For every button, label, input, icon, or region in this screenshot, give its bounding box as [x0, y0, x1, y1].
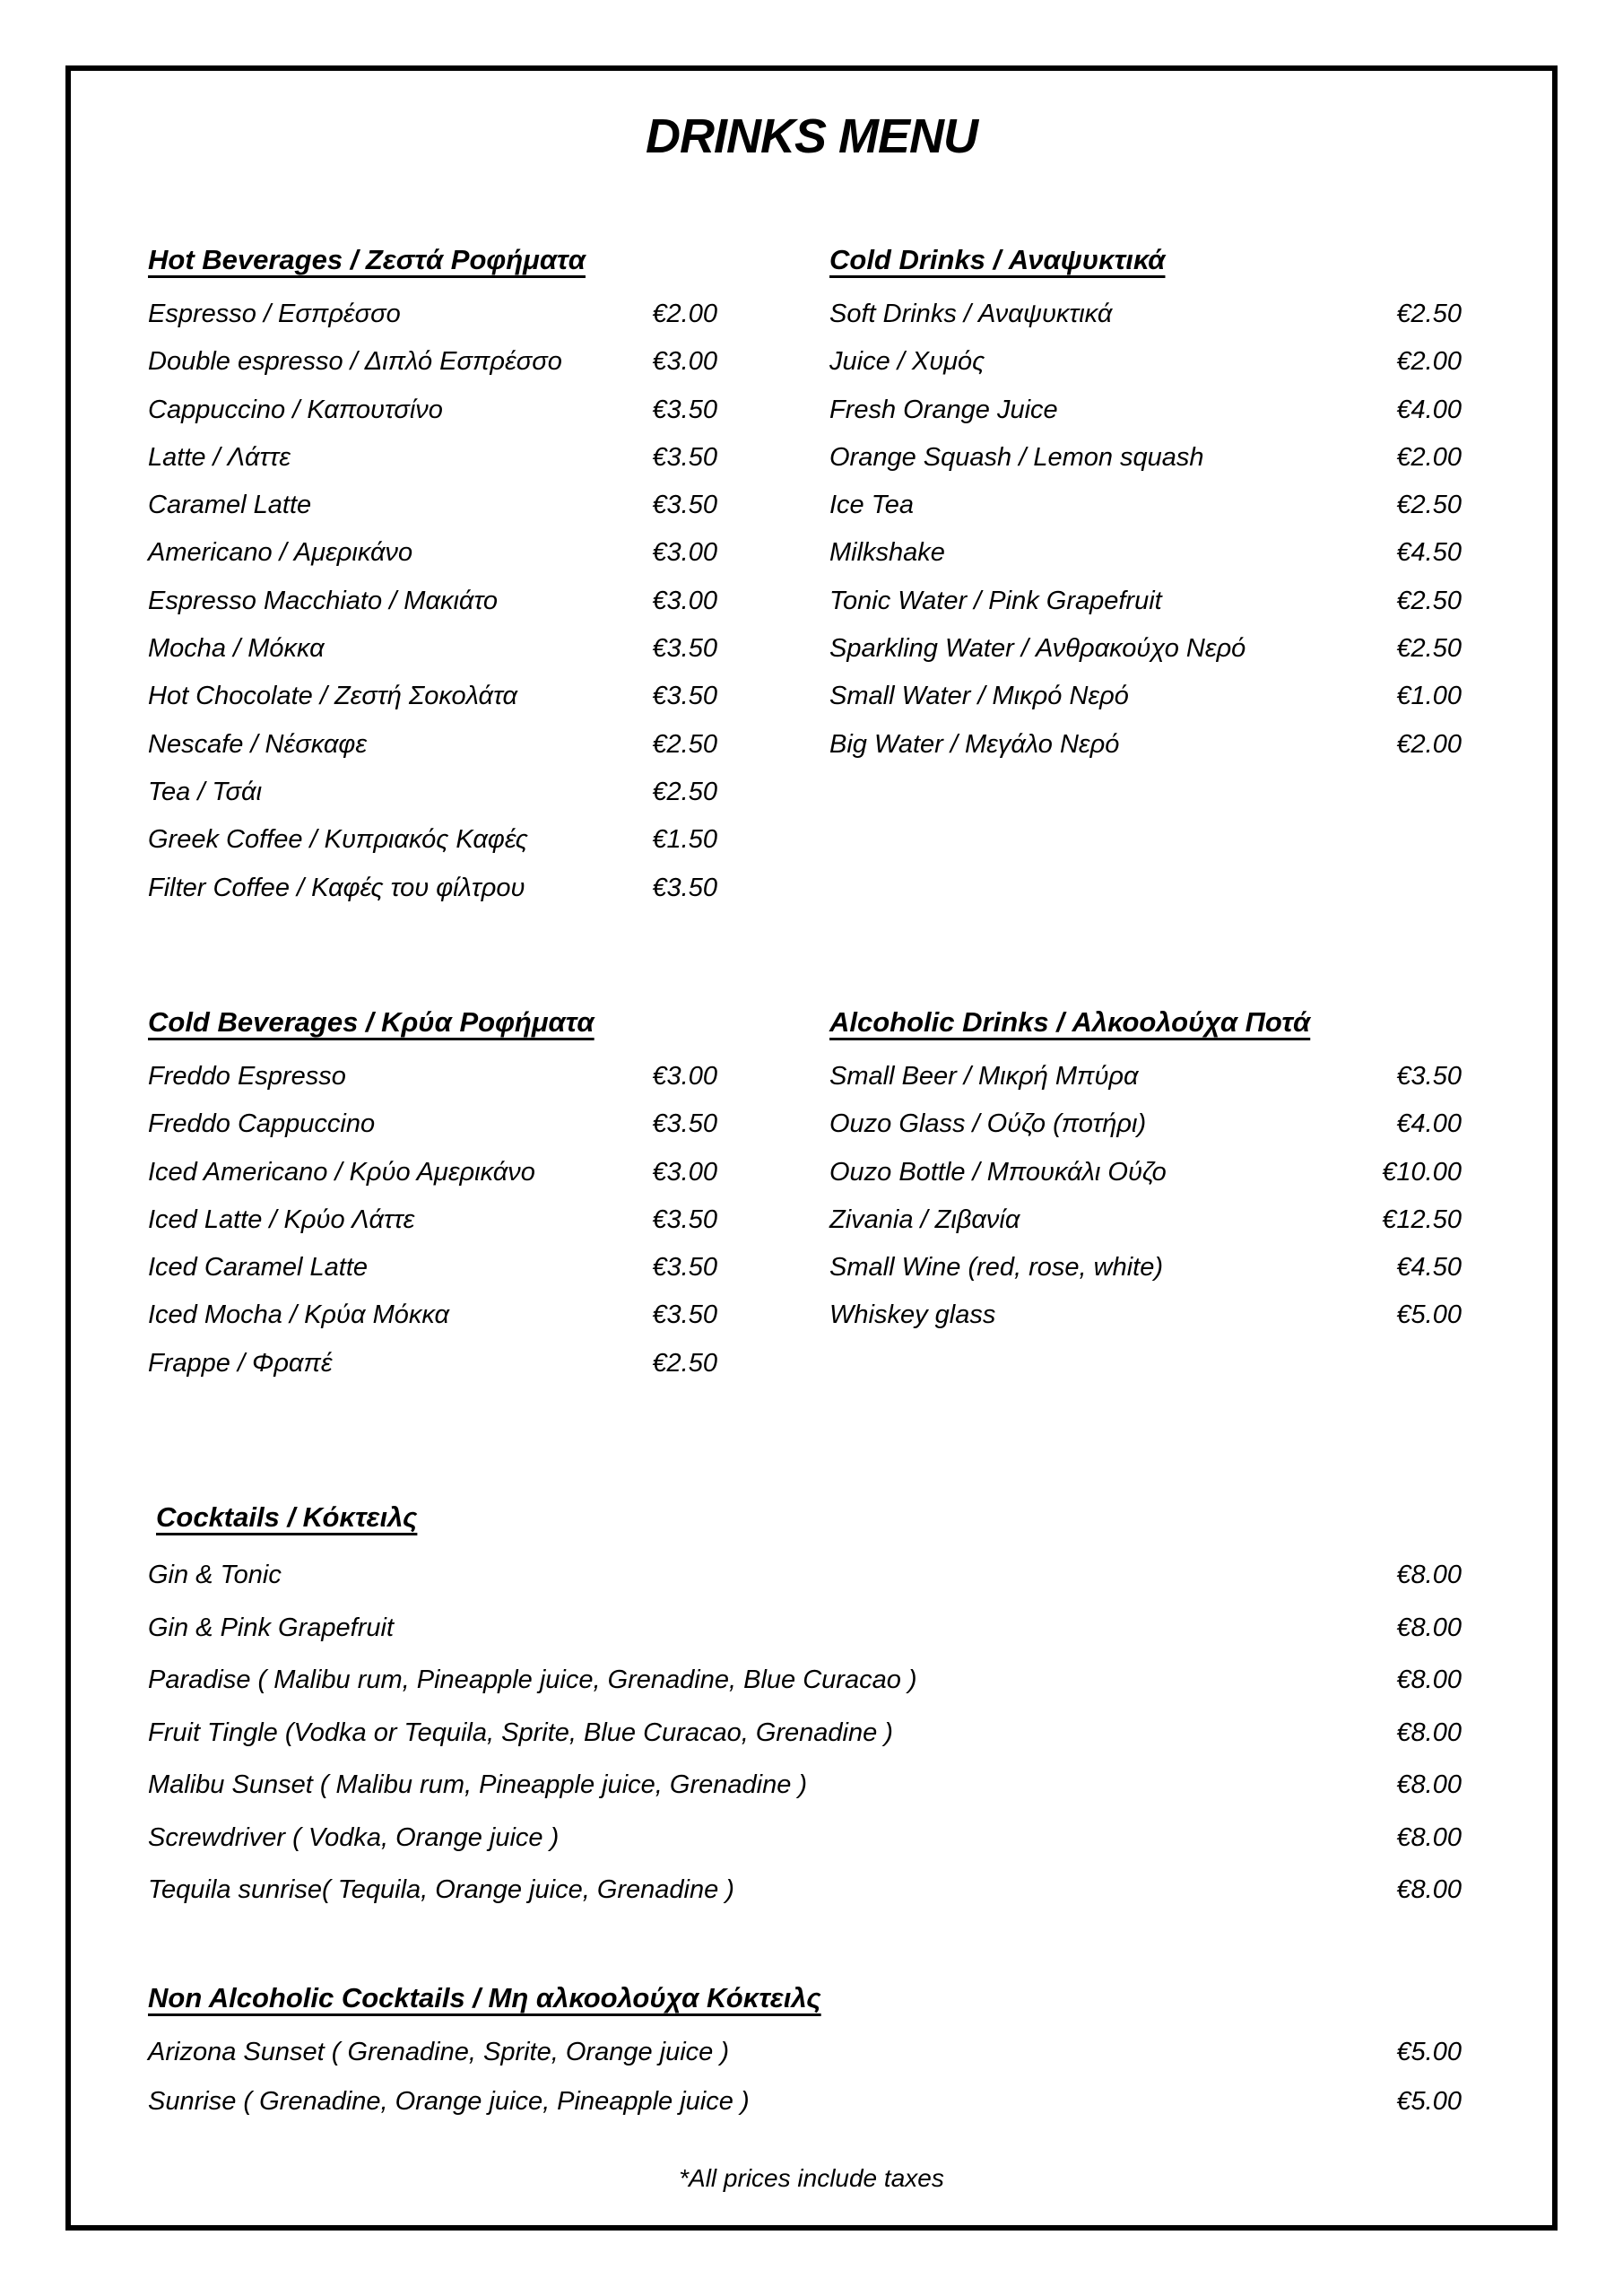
menu-item-price: €3.50 — [652, 873, 717, 902]
menu-item-price: €8.00 — [1396, 1822, 1462, 1852]
menu-item — [148, 728, 717, 776]
menu-item — [829, 680, 1462, 727]
menu-item-price: €3.50 — [652, 1109, 717, 1139]
menu-item — [148, 2085, 1462, 2135]
menu-item-name: Soft Drinks / Αναψυκτικά — [829, 300, 1113, 328]
menu-item — [148, 585, 717, 632]
menu-item-name: Freddo Espresso — [148, 1062, 346, 1091]
page-border-frame — [65, 65, 1558, 2231]
menu-item-price: €2.50 — [652, 1348, 717, 1378]
menu-item-name: Small Beer / Μικρή Μπύρα — [829, 1062, 1139, 1091]
menu-item-price: €8.00 — [1396, 1770, 1462, 1799]
footer-note: *All prices include taxes — [679, 2164, 944, 2192]
menu-item — [148, 632, 717, 680]
menu-item — [829, 585, 1462, 632]
menu-item-price: €2.00 — [1396, 347, 1462, 377]
heading-alcoholic-drinks: Alcoholic Drinks / Αλκοολούχα Ποτά — [829, 1006, 1311, 1038]
menu-item-name: Cappuccino / Καπουτσίνο — [148, 395, 443, 424]
menu-item-name: Caramel Latte — [148, 491, 312, 520]
menu-item-name: Tea / Τσάι — [148, 777, 263, 806]
menu-item-name: Small Water / Μικρό Νερό — [829, 682, 1129, 711]
menu-item-name: Gin & Pink Grapefruit — [148, 1613, 394, 1642]
page-title: DRINKS MENU — [645, 109, 977, 163]
menu-item-name: Sparkling Water / Ανθρακούχο Νερό — [829, 634, 1246, 664]
menu-item-price: €3.50 — [1396, 1062, 1462, 1091]
menu-item — [148, 1874, 1462, 1926]
menu-item — [148, 776, 717, 823]
cold-beverages-list — [148, 1060, 717, 1395]
menu-item-name: Sunrise ( Grenadine, Orange juice, Pineapple juice ) — [148, 2087, 750, 2116]
menu-item-price: €4.50 — [1396, 1253, 1462, 1283]
menu-item-price: €4.50 — [1396, 538, 1462, 568]
menu-item-name: Tonic Water / Pink Grapefruit — [829, 586, 1162, 615]
menu-item-price: €8.00 — [1396, 1665, 1462, 1694]
section-alcoholic-drinks — [829, 1004, 1462, 1347]
menu-item-name: Tequila sunrise( Tequila, Orange juice, Grenadine ) — [148, 1875, 734, 1904]
menu-item-price: €5.00 — [1396, 2087, 1462, 2116]
menu-item-name: Mocha / Μόκκα — [148, 634, 325, 664]
menu-item-price: €10.00 — [1382, 1157, 1462, 1187]
menu-item-name: Filter Coffee / Καφές του φίλτρου — [148, 873, 525, 902]
menu-item — [829, 489, 1462, 536]
menu-item-price: €2.50 — [652, 777, 717, 806]
menu-item-price: €2.00 — [1396, 729, 1462, 759]
menu-item-name: Orange Squash / Lemon squash — [829, 442, 1204, 472]
cocktails-list — [148, 1559, 1462, 1926]
menu-item-price: €8.00 — [1396, 1613, 1462, 1642]
menu-item — [148, 2036, 1462, 2085]
menu-item — [148, 1060, 717, 1108]
menu-item-price: €2.50 — [1396, 634, 1462, 664]
menu-item-name: Espresso Macchiato / Μακιάτο — [148, 586, 499, 615]
heading-non-alcoholic-cocktails: Non Alcoholic Cocktails / Μη αλκοολούχα Κόκτειλς — [148, 1982, 821, 2013]
menu-item — [148, 441, 717, 489]
menu-item-price: €5.00 — [1396, 2038, 1462, 2066]
alcoholic-drinks-list — [829, 1060, 1462, 1347]
menu-item-name: Big Water / Μεγάλο Νερό — [829, 729, 1120, 759]
menu-item-name: Gin & Tonic — [148, 1561, 282, 1589]
menu-item — [148, 1717, 1462, 1770]
heading-hot-beverages: Hot Beverages / Ζεστά Ροφήματα — [148, 244, 586, 275]
menu-item — [829, 632, 1462, 680]
menu-item-name: Arizona Sunset ( Grenadine, Sprite, Orange juice ) — [148, 2038, 729, 2066]
menu-item — [829, 1299, 1462, 1346]
menu-item-name: Nescafe / Νέσκαφε — [148, 729, 368, 759]
menu-item-price: €2.00 — [652, 300, 717, 328]
menu-item-price: €3.50 — [652, 1300, 717, 1330]
menu-item-price: €1.00 — [1396, 682, 1462, 711]
menu-item — [148, 1251, 717, 1299]
menu-item — [829, 394, 1462, 441]
menu-item — [829, 1156, 1462, 1204]
menu-item-name: Latte / Λάττε — [148, 442, 291, 472]
menu-item-name: Ice Tea — [829, 491, 915, 520]
menu-item-price: €2.00 — [1396, 442, 1462, 472]
menu-item — [148, 536, 717, 584]
menu-item-price: €3.50 — [652, 491, 717, 520]
section-cocktails — [148, 1500, 1462, 1926]
menu-item — [829, 1108, 1462, 1155]
menu-item — [148, 1156, 717, 1204]
menu-item-price: €12.50 — [1382, 1205, 1462, 1234]
menu-item — [829, 345, 1462, 393]
heading-cocktails: Cocktails / Κόκτειλς — [156, 1501, 418, 1533]
menu-item — [148, 1108, 717, 1155]
menu-item — [829, 298, 1462, 345]
menu-item-name: Iced Mocha / Κρύα Μόκκα — [148, 1300, 450, 1330]
menu-item-price: €2.50 — [1396, 300, 1462, 328]
heading-cold-drinks: Cold Drinks / Αναψυκτικά — [829, 244, 1166, 275]
menu-item-name: Small Wine (red, rose, white) — [829, 1253, 1164, 1283]
menu-item-name: Fresh Orange Juice — [829, 395, 1058, 424]
menu-item-name: Freddo Cappuccino — [148, 1109, 376, 1139]
menu-item — [148, 1299, 717, 1346]
menu-item-name: Whiskey glass — [829, 1300, 996, 1330]
menu-item-price: €8.00 — [1396, 1561, 1462, 1589]
menu-item — [148, 298, 717, 345]
section-cold-beverages — [148, 1004, 717, 1395]
menu-item-name: Fruit Tingle (Vodka or Tequila, Sprite, Blue Curacao, Grenadine ) — [148, 1718, 893, 1747]
menu-item-name: Ouzo Glass / Ούζο (ποτήρι) — [829, 1109, 1147, 1139]
menu-item-price: €2.50 — [652, 729, 717, 759]
menu-item-price: €3.50 — [652, 442, 717, 472]
menu-item — [148, 394, 717, 441]
menu-item-name: Hot Chocolate / Ζεστή Σοκολάτα — [148, 682, 518, 711]
menu-item-name: Double espresso / Διπλό Εσπρέσσο — [148, 347, 562, 377]
menu-item-price: €3.50 — [652, 1253, 717, 1283]
menu-item-price: €2.50 — [1396, 491, 1462, 520]
menu-item-price: €3.00 — [652, 538, 717, 568]
menu-item-name: Greek Coffee / Κυπριακός Καφές — [148, 825, 528, 855]
menu-item — [148, 1769, 1462, 1822]
menu-item — [148, 1612, 1462, 1665]
menu-item-price: €3.50 — [652, 395, 717, 424]
menu-item-price: €4.00 — [1396, 1109, 1462, 1139]
menu-item-name: Frappe / Φραπέ — [148, 1348, 333, 1378]
menu-item — [148, 1204, 717, 1251]
menu-item-name: Iced Latte / Κρύο Λάττε — [148, 1205, 415, 1234]
non-alcoholic-cocktails-list — [148, 2036, 1462, 2135]
menu-item-price: €2.50 — [1396, 586, 1462, 615]
section-hot-beverages — [148, 242, 717, 919]
menu-item-name: Iced Caramel Latte — [148, 1253, 369, 1283]
menu-item — [829, 536, 1462, 584]
menu-item-price: €3.50 — [652, 682, 717, 711]
menu-item-price: €4.00 — [1396, 395, 1462, 424]
menu-item-name: Screwdriver ( Vodka, Orange juice ) — [148, 1822, 560, 1852]
menu-item-price: €3.00 — [652, 347, 717, 377]
menu-item-name: Espresso / Εσπρέσσο — [148, 300, 401, 328]
hot-beverages-list — [148, 298, 717, 919]
menu-item-name: Juice / Χυμός — [829, 347, 985, 377]
menu-item — [148, 489, 717, 536]
menu-item — [148, 823, 717, 871]
menu-item-price: €3.50 — [652, 634, 717, 664]
menu-item — [148, 1822, 1462, 1874]
menu-item — [148, 345, 717, 393]
section-cold-drinks — [829, 242, 1462, 776]
menu-item-price: €3.50 — [652, 1205, 717, 1234]
menu-item — [148, 1664, 1462, 1717]
menu-item — [829, 728, 1462, 776]
menu-item-price: €3.00 — [652, 586, 717, 615]
menu-item — [148, 1559, 1462, 1612]
menu-item-name: Paradise ( Malibu rum, Pineapple juice, Grenadine, Blue Curacao ) — [148, 1665, 917, 1694]
section-non-alcoholic-cocktails — [148, 1980, 1462, 2135]
menu-item-price: €1.50 — [652, 825, 717, 855]
menu-item — [148, 680, 717, 727]
menu-item-name: Iced Americano / Κρύο Αμερικάνο — [148, 1157, 535, 1187]
menu-item — [829, 1251, 1462, 1299]
menu-item-name: Zivania / Ζιβανία — [829, 1205, 1020, 1234]
menu-item — [829, 1060, 1462, 1108]
menu-item-price: €8.00 — [1396, 1875, 1462, 1904]
heading-cold-beverages: Cold Beverages / Κρύα Ροφήματα — [148, 1006, 595, 1038]
menu-item-price: €3.00 — [652, 1157, 717, 1187]
menu-item — [829, 1204, 1462, 1251]
menu-item-price: €5.00 — [1396, 1300, 1462, 1330]
menu-item-price: €3.00 — [652, 1062, 717, 1091]
menu-item — [148, 872, 717, 919]
menu-item-name: Ouzo Bottle / Μπουκάλι Ούζο — [829, 1157, 1167, 1187]
menu-item — [829, 441, 1462, 489]
cold-drinks-list — [829, 298, 1462, 776]
menu-item-price: €8.00 — [1396, 1718, 1462, 1747]
menu-item-name: Malibu Sunset ( Malibu rum, Pineapple juice, Grenadine ) — [148, 1770, 808, 1799]
menu-item-name: Milkshake — [829, 538, 945, 568]
menu-item — [148, 1347, 717, 1395]
menu-item-name: Americano / Αμερικάνο — [148, 538, 413, 568]
